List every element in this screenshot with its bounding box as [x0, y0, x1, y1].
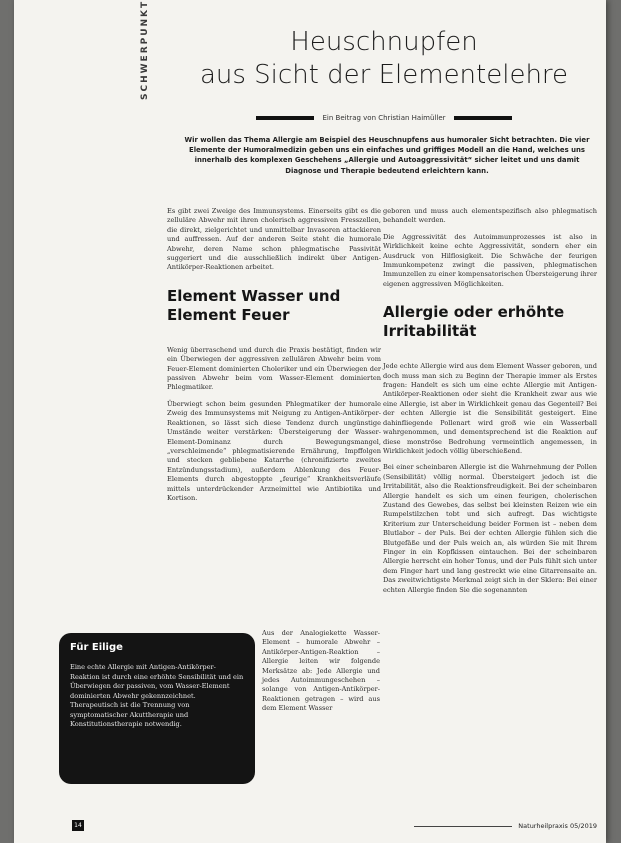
- paragraph: Aus der Analogiekette Wasser-Element – humorale Abwehr – Antikörper-Antigen-Reaktion – Allergie leiten wir folgende Merksätze ab: Jede Allergie und jedes Autoimmungeschehen – solange von Antigen-Antikörper-Reaktionen getragen – wird aus dem Element Wasser: [262, 629, 380, 713]
- page-number: 14: [72, 820, 84, 831]
- paragraph: Überwiegt schon beim gesunden Phlegmatiker der humorale Zweig des Immunsystems mit Neigung zu Antigen-Antikörper-Reaktionen, so lässt sich diese Tendenz durch ungünstige Umstände weiter verstärken: Übersteigerung der Wasser-Element-Dominanz durch Bewegungsmangel, „verschleimende“ phlegmatisierende Ernährung, Impffolgen und stecken gebliebene Katarrhe (chronifizierte zweites Entzündungsstadium), außerdem Ablenkung des Feuer-Elements durch abgestoppte „feurige“ Krankheitsverläufe mittels unterdrückender Arzneimittel wie Antibiotika und Kortison.: [167, 399, 381, 502]
- paragraph: Es gibt zwei Zweige des Immunsystems. Einerseits gibt es die zelluläre Abwehr mit ihren cholerisch aggressiven Fresszellen, die direkt, zielgerichtet und unmittelbar Invasoren attackieren und auffressen. Auf der anderen Seite steht die humorale Abwehr, deren Name schon phlegmatische Passivität suggeriert und die ausschließlich indirekt über Antigen-Antikörper-Reaktionen arbeitet.: [167, 207, 381, 272]
- summary-box: [59, 633, 255, 784]
- magazine-page: [14, 0, 606, 843]
- article-title: [174, 26, 594, 92]
- summary-box-title: Für Eilige: [70, 642, 123, 653]
- paragraph: geboren und muss auch elementspezifisch also phlegmatisch behandelt werden.: [383, 207, 597, 225]
- section-tag: SCHWERPUNKT: [140, 0, 150, 100]
- right-column: [383, 207, 597, 602]
- footer-rule: [414, 826, 512, 827]
- summary-box-text: Eine echte Allergie mit Antigen-Antikörper-Reaktion ist durch eine erhöhte Sensibilität und ein Überwiegen der passiven, vom Wasser-Element dominierten Abwehr gekennzeichnet. Therapeutisch ist die Trennung von symptomatischer Akuttherapie und Konstitutionstherapie notwendig.: [70, 663, 244, 728]
- byline-rule-right: [454, 116, 512, 120]
- left-column: [167, 207, 381, 510]
- page-footer: [414, 822, 597, 830]
- byline-text: Ein Beitrag von Christian Haimüller: [322, 114, 446, 122]
- title-line-2: aus Sicht der Elementelehre: [199, 60, 569, 90]
- paragraph: Bei einer scheinbaren Allergie ist die Wahrnehmung der Pollen (Sensibilität) völlig normal. Übersteigert jedoch ist die Irritabilität, also die Reaktionsfreudigkeit. Bei der scheinbaren Allergie handelt es sich um einen feurigen, cholerischen Zustand des Gewebes, das selbst bei kleinsten Reizen wie ein Rumpelstilzchen tobt und sich aufregt. Das wichtigste Kriterium zur Unterscheidung beider Formen ist – neben dem Blutlabor – der Puls. Bei der echten Allergie fühlen sich die Blutgefäße und der Puls weich an, als würden Sie mit Ihrem Finger in ein Kopfkissen eintauchen. Bei der scheinbaren Allergie herrscht ein hoher Tonus, und der Puls fühlt sich unter dem Finger hart und lang gestreckt wie eine Gitarrensaite an. Das zweitwichtigste Merkmal zeigt sich in der Sklera: Bei einer echten Allergie finden Sie die sogenannten: [383, 463, 597, 594]
- title-line-1: Heuschnupfen: [290, 27, 478, 57]
- intro-paragraph: Wir wollen das Thema Allergie am Beispiel des Heuschnupfens aus humoraler Sicht betrachten. Die vier Elemente der Humoralmedizin geben uns ein einfaches und griffiges Modell an die Hand, welches uns innerhalb des komplexen Geschehens „Allergie und Autoaggressivität“ sicher leitet und uns damit Diagnose und Therapie bedeutend erleichtern kann.: [184, 136, 590, 175]
- paragraph: Die Aggressivität des Autoimmunprozesses ist also in Wirklichkeit keine echte Aggressivität, sondern eher ein Ausdruck von Hilflosigkeit. Die Schwäche der feurigen Immunkompetenz zwingt die passiven, phlegmatischen Immunzellen zu einer kompensatorischen Übersteigerung ihrer eigenen aggressiven Möglichkeiten.: [383, 232, 597, 288]
- middle-column: [262, 629, 380, 721]
- byline: [164, 114, 604, 122]
- paragraph: Wenig überraschend und durch die Praxis bestätigt, finden wir ein Überwiegen der aggressiven zellulären Abwehr beim vom Feuer-Element dominierten Choleriker und ein Überwiegen der passiven Abwehr beim vom Wasser-Element dominierten Phlegmatiker.: [167, 345, 381, 392]
- magazine-issue: Naturheilpraxis 05/2019: [518, 822, 597, 830]
- byline-rule-left: [256, 116, 314, 120]
- section-heading: Element Wasser und Element Feuer: [167, 286, 341, 324]
- paragraph: Jede echte Allergie wird aus dem Element Wasser geboren, und doch muss man sich zu Beginn der Therapie immer als Erstes fragen: Handelt es sich um eine echte Allergie mit Antigen-Antikörper-Reaktionen oder sieht die Krankheit zwar aus wie eine Allergie, ist aber in Wirklichkeit genau das Gegenteil? Bei der echten Allergie ist die Sensibilität gesteigert. Eine dahinfliegende Pollenart wird groß wie ein Wasserball wahrgenommen, und dementsprechend ist die Reaktion auf diese monströse Bedrohung vermeintlich angemessen, in Wirklichkeit jedoch völlig überschießend.: [383, 362, 597, 455]
- section-heading: Allergie oder erhöhte Irritabilität: [383, 303, 565, 341]
